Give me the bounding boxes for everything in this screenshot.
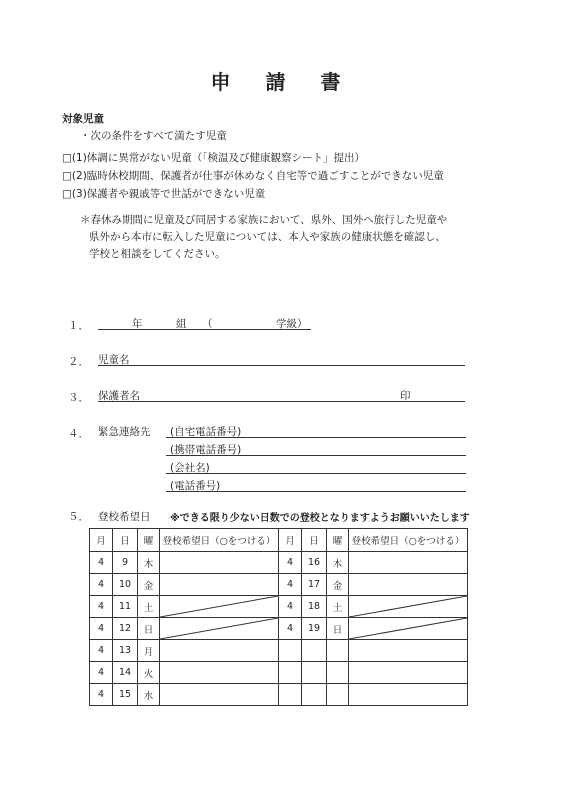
- crossed-out-mark: [160, 596, 278, 617]
- day-header: 日: [302, 529, 327, 552]
- right-month-cell: [279, 640, 302, 662]
- emergency-contact-label: 緊急連絡先: [98, 426, 151, 438]
- travel-note-line-2: 県外から本市に転入した児童については、本人や家族の健康状態を確認し、: [89, 231, 446, 243]
- company-phone-field[interactable]: [166, 491, 466, 492]
- right-day-cell: 16: [302, 552, 327, 574]
- right-wish-cell[interactable]: [349, 552, 468, 574]
- field-4-number: ４．: [68, 428, 89, 440]
- left-weekday-cell: 火: [138, 662, 160, 684]
- crossed-out-mark: [160, 618, 278, 639]
- left-day-cell: 11: [113, 596, 138, 618]
- left-month-cell: 4: [90, 552, 113, 574]
- field-1-number: １．: [68, 320, 89, 332]
- page-title: 申 請 書: [210, 70, 355, 94]
- right-wish-cell[interactable]: [349, 684, 468, 706]
- mobile-phone-field[interactable]: [166, 455, 466, 456]
- wish-header: 登校希望日（○をつける）: [160, 529, 279, 552]
- right-weekday-cell: 木: [327, 552, 349, 574]
- right-month-cell: 4: [279, 574, 302, 596]
- field-5-number: ５．: [68, 511, 89, 523]
- company-name-field[interactable]: [166, 473, 466, 474]
- field-2-number: ２．: [68, 356, 89, 368]
- schedule-header-row: [90, 529, 468, 552]
- right-month-cell: [279, 684, 302, 706]
- left-wish-cell[interactable]: [160, 640, 279, 662]
- seal-mark: 印: [400, 390, 411, 402]
- right-day-cell: 19: [302, 618, 327, 640]
- class-label: 組: [176, 318, 187, 330]
- left-weekday-cell: 金: [138, 574, 160, 596]
- condition-3-checkbox[interactable]: □(3)保護者や親戚等で世話ができない児童: [62, 188, 266, 200]
- right-month-cell: 4: [279, 552, 302, 574]
- left-wish-cell: [160, 618, 279, 640]
- company-name-label: (会社名): [170, 462, 210, 474]
- mobile-phone-label: (携帯電話番号): [170, 444, 242, 456]
- month-header: 月: [90, 529, 113, 552]
- crossed-out-mark: [349, 596, 467, 617]
- table-row: [90, 640, 468, 662]
- target-heading: 対象児童: [62, 113, 104, 125]
- left-weekday-cell: 木: [138, 552, 160, 574]
- right-weekday-cell: [327, 662, 349, 684]
- conditions-lead: ・次の条件をすべて満たす児童: [80, 130, 227, 142]
- company-phone-label: (電話番号): [170, 480, 221, 492]
- left-weekday-cell: 土: [138, 596, 160, 618]
- schedule-table: [89, 528, 468, 706]
- left-day-cell: 9: [113, 552, 138, 574]
- right-day-cell: 18: [302, 596, 327, 618]
- right-wish-cell[interactable]: [349, 662, 468, 684]
- weekday-header: 曜: [327, 529, 349, 552]
- table-row: [90, 618, 468, 640]
- guardian-name-label: 保護者名: [98, 390, 140, 402]
- guardian-name-field[interactable]: [98, 401, 465, 402]
- crossed-out-mark: [349, 618, 467, 639]
- table-row: [90, 574, 468, 596]
- child-name-field[interactable]: [98, 365, 465, 366]
- right-day-cell: [302, 640, 327, 662]
- left-weekday-cell: 水: [138, 684, 160, 706]
- right-wish-cell: [349, 596, 468, 618]
- home-phone-field[interactable]: [166, 437, 466, 438]
- left-day-cell: 12: [113, 618, 138, 640]
- left-day-cell: 13: [113, 640, 138, 662]
- right-day-cell: [302, 662, 327, 684]
- left-weekday-cell: 日: [138, 618, 160, 640]
- child-name-label: 児童名: [98, 354, 130, 366]
- wish-header: 登校希望日（○をつける）: [349, 529, 468, 552]
- right-month-cell: 4: [279, 596, 302, 618]
- table-row: [90, 552, 468, 574]
- schedule-label: 登校希望日: [98, 511, 151, 523]
- left-wish-cell: [160, 596, 279, 618]
- left-wish-cell[interactable]: [160, 552, 279, 574]
- right-weekday-cell: [327, 684, 349, 706]
- month-header: 月: [279, 529, 302, 552]
- year-label: 年: [132, 318, 143, 330]
- right-weekday-cell: 日: [327, 618, 349, 640]
- left-weekday-cell: 月: [138, 640, 160, 662]
- left-month-cell: 4: [90, 662, 113, 684]
- weekday-header: 曜: [138, 529, 160, 552]
- travel-note-line-1: ＊春休み期間に児童及び同居する家族において、県外、国外へ旅行した児童や: [80, 214, 448, 226]
- condition-1-checkbox[interactable]: □(1)体調に異常がない児童（「検温及び健康観察シート」提出）: [62, 152, 366, 164]
- right-day-cell: 17: [302, 574, 327, 596]
- travel-note-line-3: 学校と相談をしてください。: [89, 248, 226, 260]
- left-day-cell: 14: [113, 662, 138, 684]
- condition-2-checkbox[interactable]: □(2)臨時休校期間、保護者が仕事が休めなく自宅等で過ごすことができない児童: [62, 170, 444, 182]
- left-wish-cell[interactable]: [160, 574, 279, 596]
- left-month-cell: 4: [90, 596, 113, 618]
- day-header: 日: [113, 529, 138, 552]
- left-month-cell: 4: [90, 574, 113, 596]
- schedule-note: ※できる限り少ない日数での登校となりますようお願いいたします: [170, 513, 470, 524]
- home-phone-label: (自宅電話番号): [170, 426, 242, 438]
- left-wish-cell[interactable]: [160, 684, 279, 706]
- left-month-cell: 4: [90, 684, 113, 706]
- left-day-cell: 10: [113, 574, 138, 596]
- right-month-cell: 4: [279, 618, 302, 640]
- right-day-cell: [302, 684, 327, 706]
- paren-open: （: [202, 318, 213, 330]
- table-row: [90, 662, 468, 684]
- right-wish-cell: [349, 618, 468, 640]
- table-row: [90, 596, 468, 618]
- right-wish-cell[interactable]: [349, 574, 468, 596]
- grade-label: 学級）: [276, 318, 308, 330]
- left-wish-cell[interactable]: [160, 662, 279, 684]
- right-month-cell: [279, 662, 302, 684]
- left-day-cell: 15: [113, 684, 138, 706]
- left-month-cell: 4: [90, 640, 113, 662]
- field-3-number: ３．: [68, 392, 89, 404]
- table-row: [90, 684, 468, 706]
- left-month-cell: 4: [90, 618, 113, 640]
- right-weekday-cell: 土: [327, 596, 349, 618]
- right-weekday-cell: 金: [327, 574, 349, 596]
- right-wish-cell[interactable]: [349, 640, 468, 662]
- right-weekday-cell: [327, 640, 349, 662]
